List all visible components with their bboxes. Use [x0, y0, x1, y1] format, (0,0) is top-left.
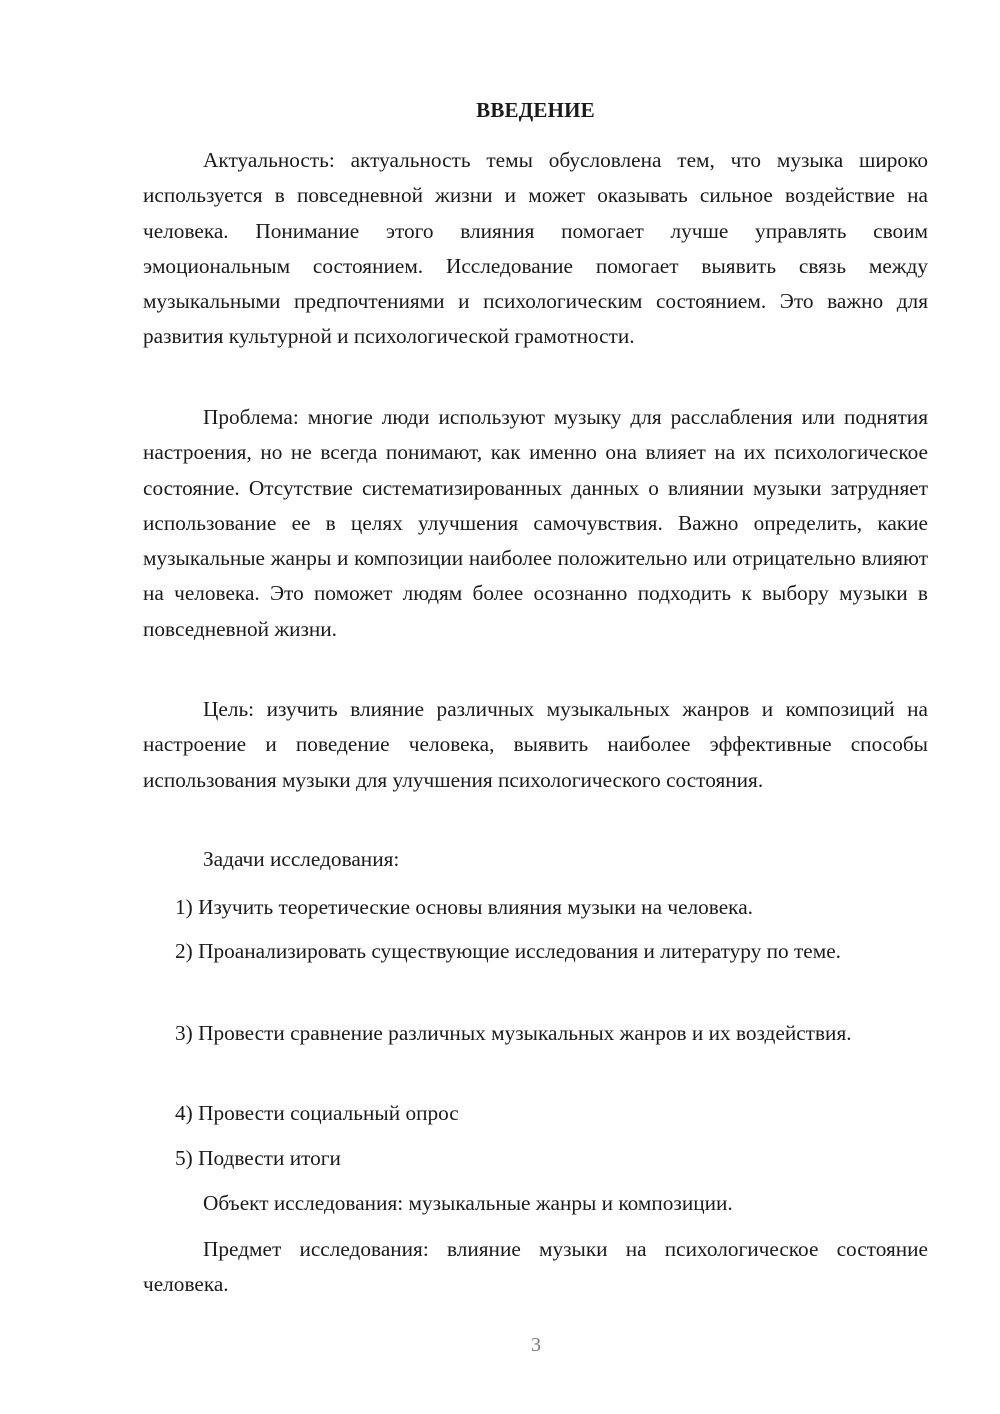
paragraph-object: Объект исследования: музыкальные жанры и композиции.	[203, 1191, 733, 1215]
task-item: 3) Провести сравнение различных музыкальных жанров и их воздействия.	[175, 1021, 852, 1045]
paragraph-problem: Проблема: многие люди используют музыку для расслабления или поднятия настроения, но не всегда понимают, как именно она влияет на их психологическое состояние. Отсутствие систематизированных данных о влиянии музыки затрудняет использование ее в целях улучшения самочувствия. Важно определить, какие музыкальные жанры и композиции наиболее положительно или отрицательно влияют на человека. Это поможет людям более осознанно подходить к выбору музыки в повседневной жизни.	[143, 405, 928, 641]
page-number: 3	[531, 1334, 541, 1356]
paragraph-goal: Цель: изучить влияние различных музыкальных жанров и композиций на настроение и поведение человека, выявить наиболее эффективные способы использования музыки для улучшения психологического состояния.	[143, 697, 928, 792]
section-title: ВВЕДЕНИЕ	[476, 98, 595, 122]
tasks-heading: Задачи исследования:	[203, 847, 400, 871]
paragraph-subject: Предмет исследования: влияние музыки на психологическое состояние человека.	[143, 1237, 928, 1297]
task-item: 4) Провести социальный опрос	[175, 1101, 459, 1125]
task-item: 2) Проанализировать существующие исследования и литературу по теме.	[175, 939, 841, 963]
task-item: 5) Подвести итоги	[175, 1146, 341, 1170]
task-item: 1) Изучить теоретические основы влияния музыки на человека.	[175, 895, 753, 919]
paragraph-relevance: Актуальность: актуальность темы обусловлена тем, что музыка широко используется в повседневной жизни и может оказывать сильное воздействие на человека. Понимание этого влияния помогает лучше управлять своим эмоциональным состоянием. Исследование помогает выявить связь между музыкальными предпочтениями и психологическим состоянием. Это важно для развития культурной и психологической грамотности.	[143, 148, 928, 349]
